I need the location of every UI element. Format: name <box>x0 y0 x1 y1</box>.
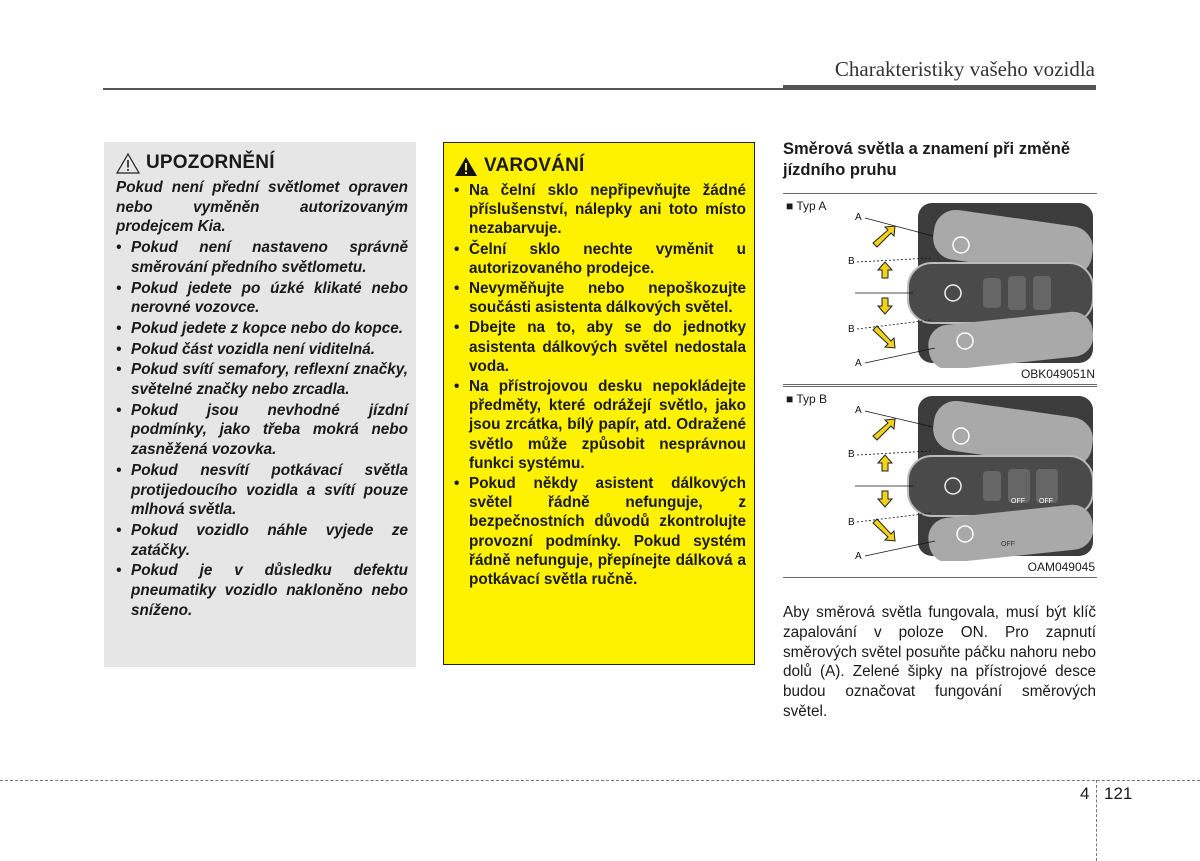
arrow-up-right-icon <box>873 419 895 440</box>
caution-triangle-icon <box>116 153 140 174</box>
warning-title-row <box>454 155 746 177</box>
caution-item: • Pokud nesvítí potkávací světla protijedoucího vozidla a svítí pouze mlhová světla. <box>116 461 408 520</box>
warning-title: VAROVÁNÍ <box>484 155 585 176</box>
page-header-title: Charakteristiky vašeho vozidla <box>834 57 1095 81</box>
figure-type-b <box>783 386 1097 578</box>
warning-item: • Na čelní sklo nepřipevňujte žádné příslušenství, nálepky ani toto místo nezabarvuje. <box>454 181 746 239</box>
footer-divider <box>0 780 1200 781</box>
warning-item: • Čelní sklo nechte vyměnit u autorizovaného prodejce. <box>454 240 746 278</box>
caution-item: • Pokud část vozidla není viditelná. <box>116 340 408 360</box>
arrow-down-icon <box>878 491 892 507</box>
caution-list <box>116 238 408 620</box>
caution-item: • Pokud svítí semafory, reflexní značky, světelné značky nebo zrcadla. <box>116 360 408 399</box>
callout-a-bottom: A <box>855 551 862 561</box>
warning-box <box>443 142 755 665</box>
chapter-number: 4 <box>1080 784 1090 803</box>
caution-intro: Pokud není přední světlomet opraven nebo vyměněn autorizovaným prodejcem Kia. <box>116 179 408 236</box>
callout-b-top: B <box>848 256 855 267</box>
warning-item: • Nevyměňujte nebo nepoškozujte součásti asistenta dálkových světel. <box>454 279 746 317</box>
turn-signal-lever-illustration <box>843 198 1093 368</box>
callout-b-top: B <box>848 449 855 460</box>
footer-vertical-divider <box>1096 780 1097 861</box>
caution-item: • Pokud jsou nevhodné jízdní podmínky, jako třeba mokrá nebo zasněžená vozovka. <box>116 401 408 460</box>
off-label: OFF <box>1039 498 1053 505</box>
figure-type-a <box>783 193 1097 385</box>
arrow-up-right-icon <box>873 226 895 247</box>
figure-type-label: ■ Typ B <box>786 392 828 406</box>
caution-title-row <box>116 152 408 174</box>
section-heading: Směrová světla a znamení při změně jízdního pruhu <box>783 140 1071 179</box>
callout-a-bottom: A <box>855 358 862 368</box>
body-paragraph: Aby směrová světla fungovala, musí být klíč zapalování v poloze ON. Pro zapnutí směrových světel posuňte páčku nahoru nebo dolů (A). Zelené šipky na přístrojové desce budou označovat fungování směrových světel. <box>783 604 1096 720</box>
arrow-up-icon <box>878 262 892 278</box>
off-label: OFF <box>1001 541 1015 548</box>
caution-box <box>104 142 416 667</box>
callout-a-top: A <box>855 405 862 416</box>
warning-item: • Dbejte na to, aby se do jednotky asistenta dálkových světel nedostala voda. <box>454 318 746 376</box>
header-rule-accent <box>783 85 1096 90</box>
page-number: 121 <box>1104 784 1133 803</box>
warning-item: • Na přístrojovou desku nepokládejte předměty, které odrážejí světlo, jako jsou zrcátka, bílý papír, atd. Odražené světlo může způsobit nesprávnou funkci systému. <box>454 377 746 473</box>
arrow-down-icon <box>878 298 892 314</box>
warning-triangle-icon <box>454 156 478 177</box>
warning-list <box>454 181 746 589</box>
caution-item: • Pokud vozidlo náhle vyjede ze zatáčky. <box>116 521 408 560</box>
callout-b-bottom: B <box>848 517 855 528</box>
figure-code: OAM049045 <box>1027 560 1095 574</box>
turn-signal-lever-illustration <box>843 391 1093 561</box>
caution-item: • Pokud jedete po úzké klikaté nebo nerovné vozovce. <box>116 279 408 318</box>
caution-item: • Pokud jedete z kopce nebo do kopce. <box>116 319 408 339</box>
figure-type-label: ■ Typ A <box>786 199 827 213</box>
warning-item: • Pokud někdy asistent dálkových světel řádně nefunguje, z bezpečnostních důvodů zkontrolujte provozní podmínky. Pokud systém řádně nefunguje, přepínejte dálková a potkávací světla ručně. <box>454 474 746 589</box>
callout-a-top: A <box>855 212 862 223</box>
caution-title: UPOZORNĚNÍ <box>146 152 275 173</box>
arrow-up-icon <box>878 455 892 471</box>
caution-item: • Pokud není nastaveno správně směrování předního světlometu. <box>116 238 408 277</box>
arrow-down-right-icon <box>873 326 895 348</box>
off-label: OFF <box>1011 498 1025 505</box>
callout-b-bottom: B <box>848 324 855 335</box>
caution-item: • Pokud je v důsledku defektu pneumatiky vozidlo nakloněno nebo sníženo. <box>116 561 408 620</box>
figure-code: OBK049051N <box>1020 367 1095 381</box>
arrow-down-right-icon <box>873 519 895 541</box>
